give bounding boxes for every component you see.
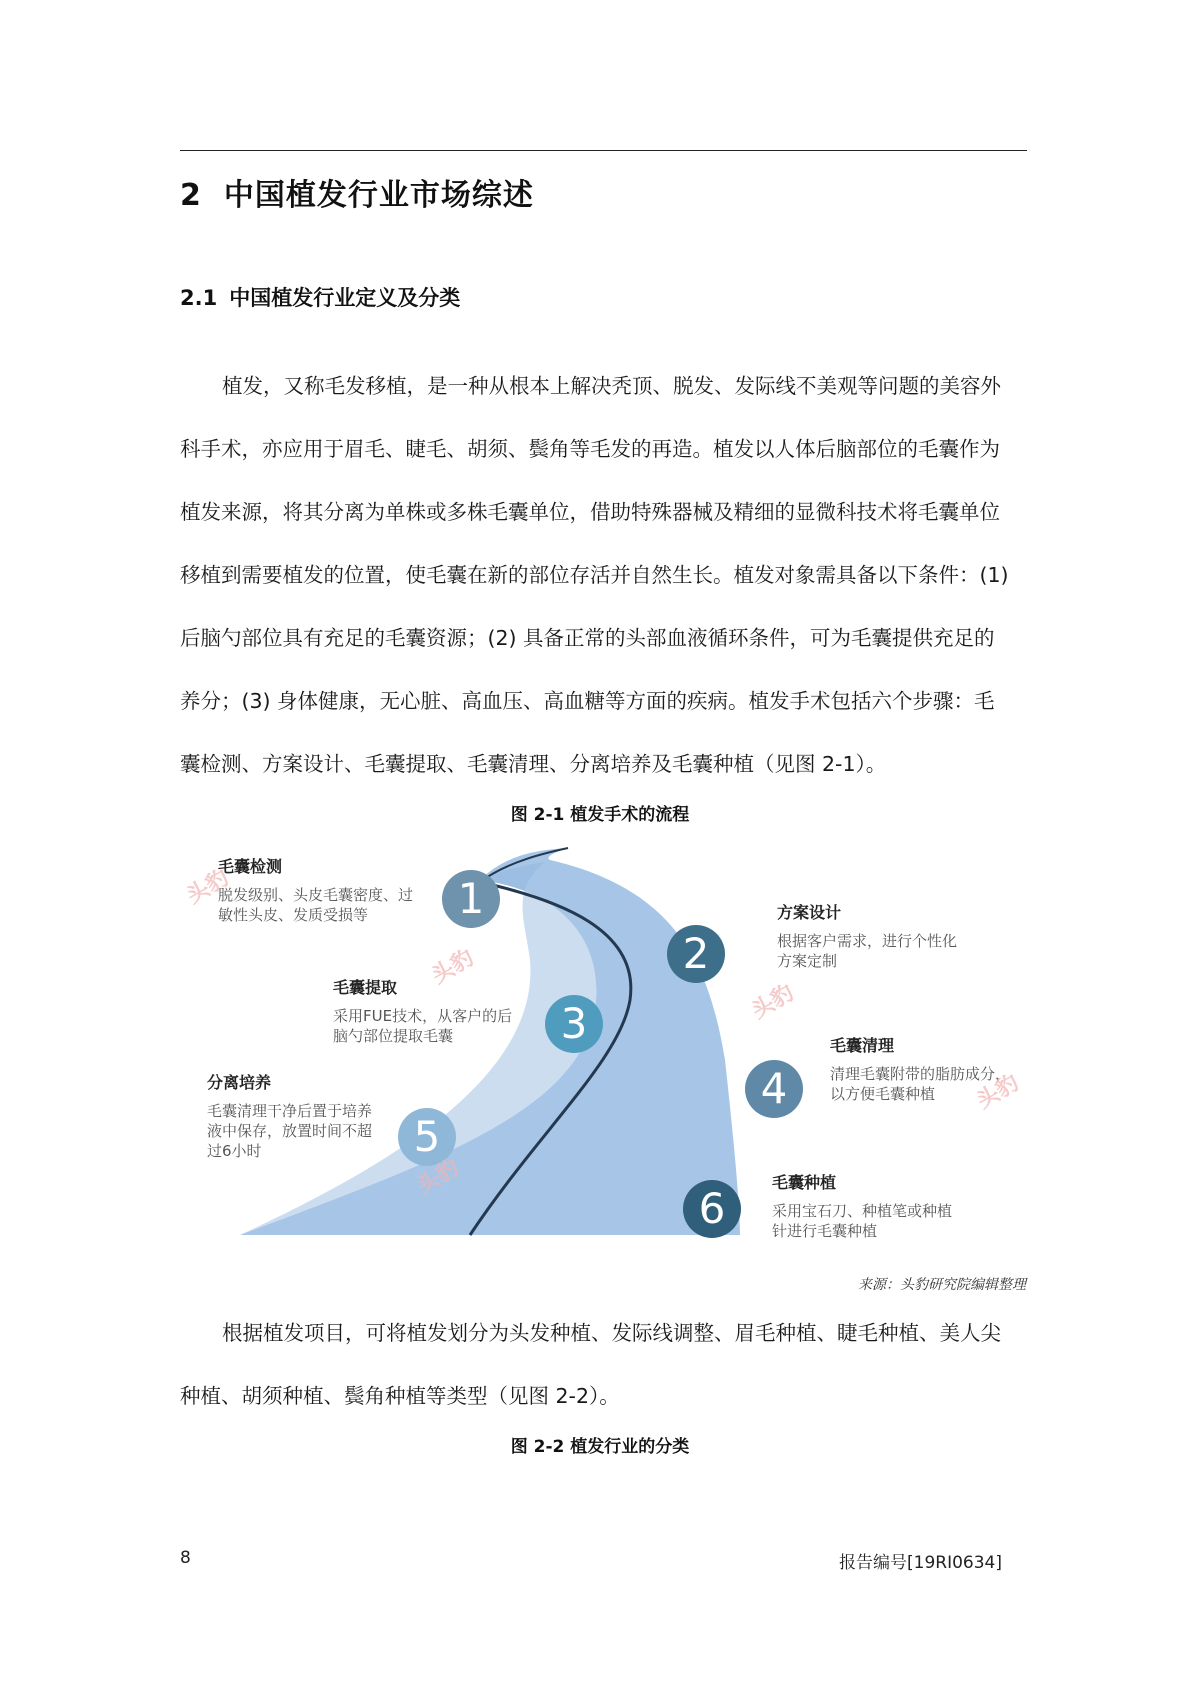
paragraph-definition (180, 355, 1027, 796)
figure-source: 来源：头豹研究院编辑整理 (858, 1277, 1026, 1293)
paragraph-line: 种植、胡须种植、鬓角种植等类型（见图 2-2）。 (180, 1384, 620, 1408)
step-title: 分离培养 (207, 1073, 272, 1092)
paragraph-line: 植发，又称毛发移植，是一种从根本上解决秃顶、脱发、发际线不美观等问题的美容外 (222, 374, 1001, 398)
step-title: 毛囊清理 (830, 1036, 895, 1055)
step-title: 毛囊种植 (772, 1173, 837, 1192)
chapter-title (180, 170, 534, 214)
header-rule (180, 150, 1027, 151)
step-description: 采用宝石刀、种植笔或种植针进行毛囊种植 (772, 1202, 953, 1240)
watermark-logo: 头豹 (747, 980, 799, 1025)
surgery-flow-figure (180, 830, 1030, 1250)
step-6-label (772, 1170, 962, 1241)
watermark-logo: 头豹 (182, 865, 234, 910)
step-1-label (218, 854, 418, 925)
step-5-label (207, 1070, 372, 1161)
paragraph-line: 囊检测、方案设计、毛囊提取、毛囊清理、分离培养及毛囊种植（见图 2-1）。 (180, 752, 887, 776)
step-description: 毛囊清理干净后置于培养液中保存，放置时间不超过6小时 (207, 1102, 373, 1160)
step-number-circle: 6 (683, 1180, 741, 1238)
step-number-circle: 2 (667, 925, 725, 983)
step-3-label (333, 975, 523, 1046)
paragraph-line: 根据植发项目，可将植发划分为头发种植、发际线调整、眉毛种植、睫毛种植、美人尖 (222, 1321, 1001, 1345)
figure1-caption: 图 2-1 植发手术的流程 (510, 805, 690, 825)
step-title: 方案设计 (777, 903, 842, 922)
watermark-logo: 头豹 (412, 1155, 464, 1200)
step-description: 脱发级别、头皮毛囊密度、过敏性头皮、发质受损等 (218, 886, 414, 924)
watermark-logo: 头豹 (427, 945, 479, 990)
page-number: 8 (180, 1548, 191, 1568)
step-description: 清理毛囊附带的脂肪成分，以方便毛囊种植 (830, 1065, 1011, 1103)
step-2-label (777, 900, 957, 971)
watermark-logo: 头豹 (972, 1070, 1024, 1115)
step-number-circle: 5 (398, 1108, 456, 1166)
report-id: 报告编号[19RI0634] (839, 1553, 1002, 1573)
step-title: 毛囊提取 (333, 978, 398, 997)
section-number: 2.1 (180, 286, 218, 310)
step-description: 采用FUE技术，从客户的后脑勺部位提取毛囊 (333, 1007, 513, 1045)
chapter-title-text: 中国植发行业市场综述 (223, 178, 534, 213)
figure2-caption: 图 2-2 植发行业的分类 (510, 1437, 690, 1457)
step-number-circle: 3 (545, 995, 603, 1053)
step-number-circle: 1 (442, 870, 500, 928)
paragraph-line: 移植到需要植发的位置，使毛囊在新的部位存活并自然生长。植发对象需具备以下条件：(1) (180, 563, 1009, 587)
step-description: 根据客户需求，进行个性化方案定制 (777, 932, 958, 970)
paragraph-line: 养分；(3) 身体健康，无心脏、高血压、高血糖等方面的疾病。植发手术包括六个步骤：毛 (180, 689, 995, 713)
paragraph-line: 科手术，亦应用于眉毛、睫毛、胡须、鬓角等毛发的再造。植发以人体后脑部位的毛囊作为 (180, 437, 1000, 461)
paragraph-line: 后脑勺部位具有充足的毛囊资源；(2) 具备正常的头部血液循环条件，可为毛囊提供充足的 (180, 626, 995, 650)
step-number-circle: 4 (745, 1060, 803, 1118)
paragraph-line: 植发来源，将其分离为单株或多株毛囊单位，借助特殊器械及精细的显微科技术将毛囊单位 (180, 500, 1000, 524)
chapter-number: 2 (180, 178, 202, 213)
paragraph-classification (180, 1302, 1027, 1428)
section-title-text: 中国植发行业定义及分类 (229, 286, 461, 310)
step-title: 毛囊检测 (218, 857, 283, 876)
section-title (180, 282, 460, 312)
